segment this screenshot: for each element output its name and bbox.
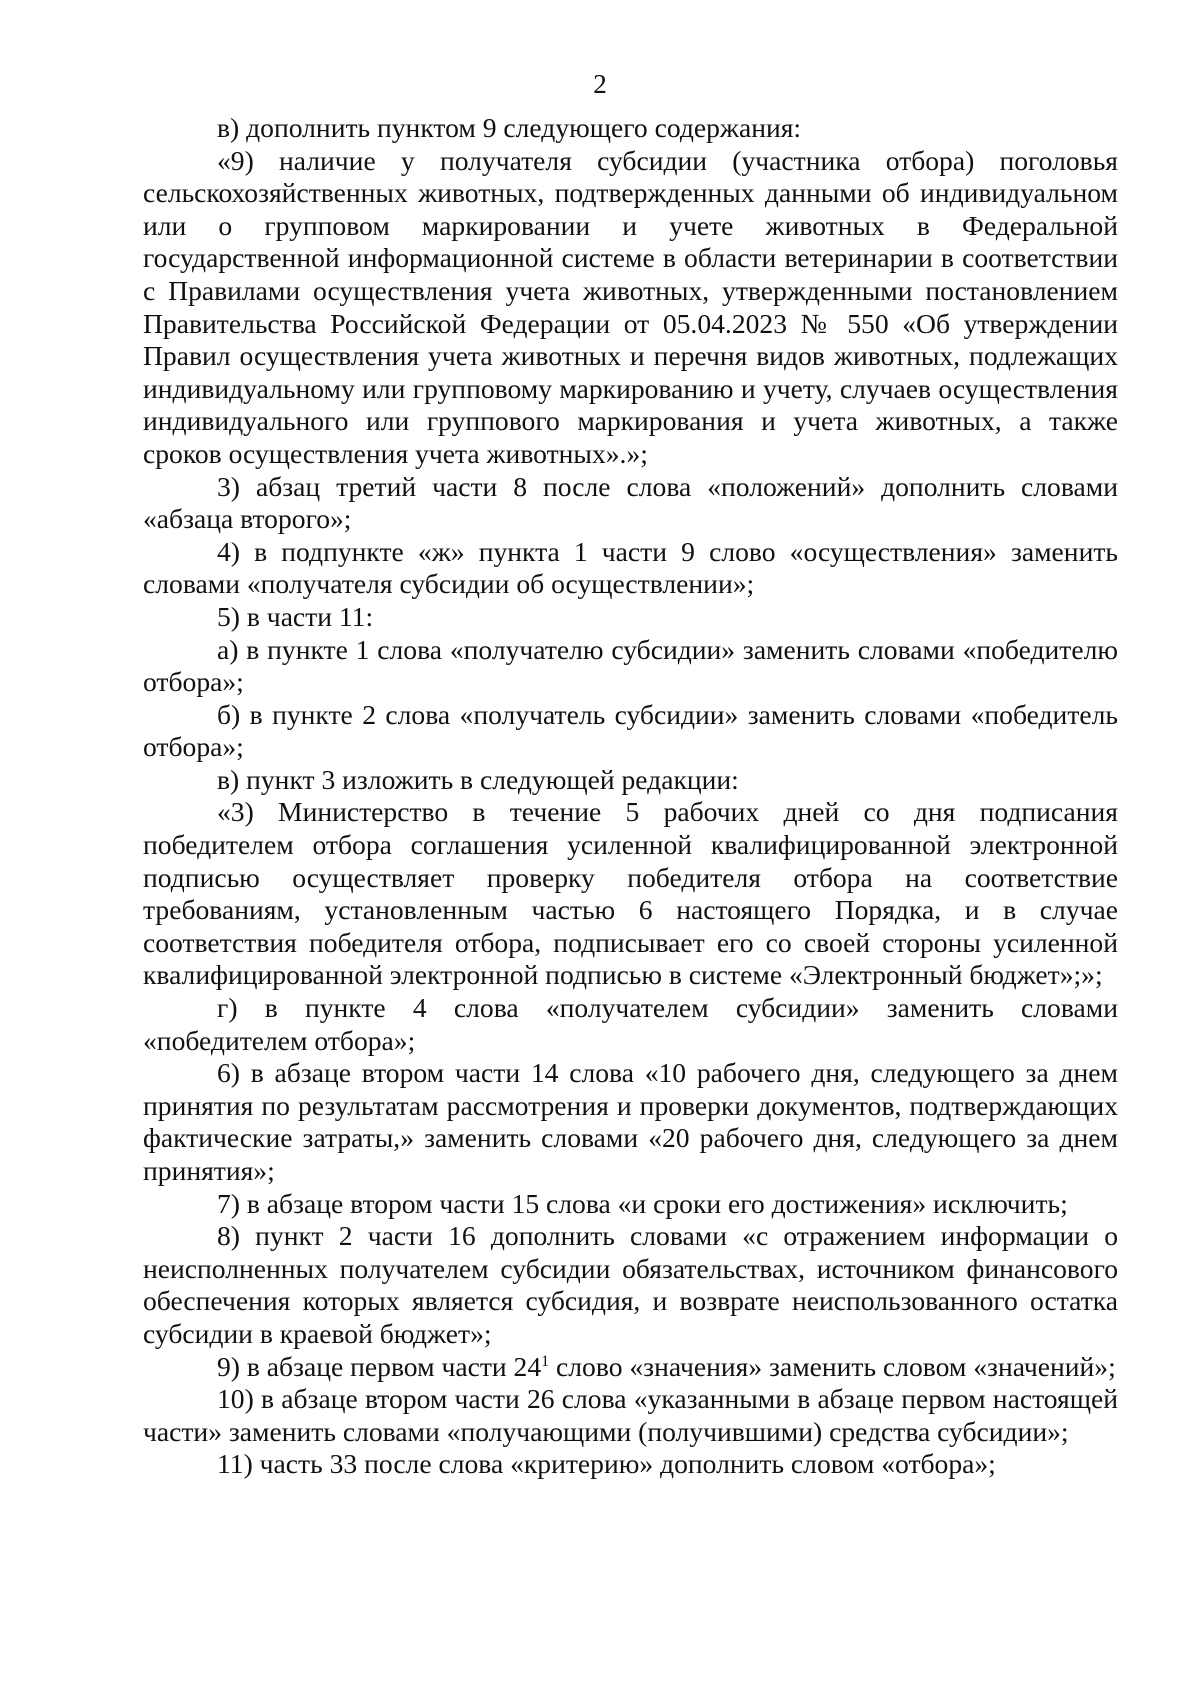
paragraph-item-5v: в) пункт 3 изложить в следующей редакции: xyxy=(217,763,739,795)
paragraph-item-8: 8) пункт 2 части 16 дополнить словами «с отражением информации о неисполненных получателем субсидии обязательствах, источником финансового обеспечения которых является субсидия, и возврате неиспользованного остатка субсидии в краевой бюджет»; xyxy=(143,1220,1118,1349)
paragraph-item-4: 4) в подпункте «ж» пункта 1 части 9 слово «осуществления» заменить словами «получателя субсидии об осуществлении»; xyxy=(143,535,1118,600)
paragraph-item-5g: г) в пункте 4 слова «получателем субсидии» заменить словами «победителем отбора»; xyxy=(143,992,1118,1056)
superscript-index: 1 xyxy=(541,1352,550,1370)
paragraph-point-9-text: «9) наличие у получателя субсидии (участника отбора) поголовья сельскохозяйственных животных, подтвержденных данными об индивидуальном или о групповом маркировании и учете животных в Федеральной государственной информационной системе в области ветеринарии в соответствии с Правилами осуществления учета животных, утвержденными постановлением Правительства Российской Федерации от 05.04.2023 № 550 «Об утверждении Правил осуществления учета животных и перечня видов животных, подлежащих индивидуальному или групповому маркированию и учету, случаев осуществления индивидуального или группового маркирования и учета животных, а также сроков осуществления учета животных».»; xyxy=(143,144,1118,469)
paragraph-item-11: 11) часть 33 после слова «критерию» дополнить словом «отбора»; xyxy=(217,1448,996,1480)
paragraph-item-9-before: 9) в абзаце первом части 24 xyxy=(217,1350,542,1382)
paragraph-item-5: 5) в части 11: xyxy=(217,600,374,632)
paragraph-item-10: 10) в абзаце втором части 26 слова «указанными в абзаце первом настоящей части» заменить словами «получающими (получившими) средства субсидии»; xyxy=(143,1383,1118,1447)
paragraph-point-3-text: «3) Министерство в течение 5 рабочих дней со дня подписания победителем отбора соглашения усиленной квалифицированной электронной подписью осуществляет проверку победителя отбора на соответствие требованиям, установленным частью 6 настоящего Порядка, и в случае соответствия победителя отбора, подписывает его со своей стороны усиленной квалифицированной электронной подписью в системе «Электронный бюджет»;»; xyxy=(143,796,1118,991)
paragraph-item-5a: а) в пункте 1 слова «получателю субсидии» заменить словами «победителю отбора»; xyxy=(143,633,1118,698)
paragraph-item-9 xyxy=(143,1351,1118,1384)
paragraph-item-3: 3) абзац третий части 8 после слова «положений» дополнить словами «абзаца второго»; xyxy=(143,470,1118,535)
paragraph-v-add-point-9: в) дополнить пунктом 9 следующего содержания: xyxy=(217,112,802,143)
paragraph-item-6: 6) в абзаце втором части 14 слова «10 рабочего дня, следующего за днем принятия по результатам рассмотрения и проверки документов, подтверждающих фактические затраты,» заменить словами «20 рабочего дня, следующего за днем принятия»; xyxy=(143,1057,1118,1186)
paragraph-item-9-after: слово «значения» заменить словом «значений»; xyxy=(549,1350,1116,1382)
paragraph-item-5b: б) в пункте 2 слова «получатель субсидии» заменить словами «победитель отбора»; xyxy=(143,698,1118,763)
page-number: 2 xyxy=(593,69,607,99)
document-body xyxy=(143,112,1118,1481)
paragraph-item-7: 7) в абзаце втором части 15 слова «и сроки его достижения» исключить; xyxy=(217,1187,1068,1219)
